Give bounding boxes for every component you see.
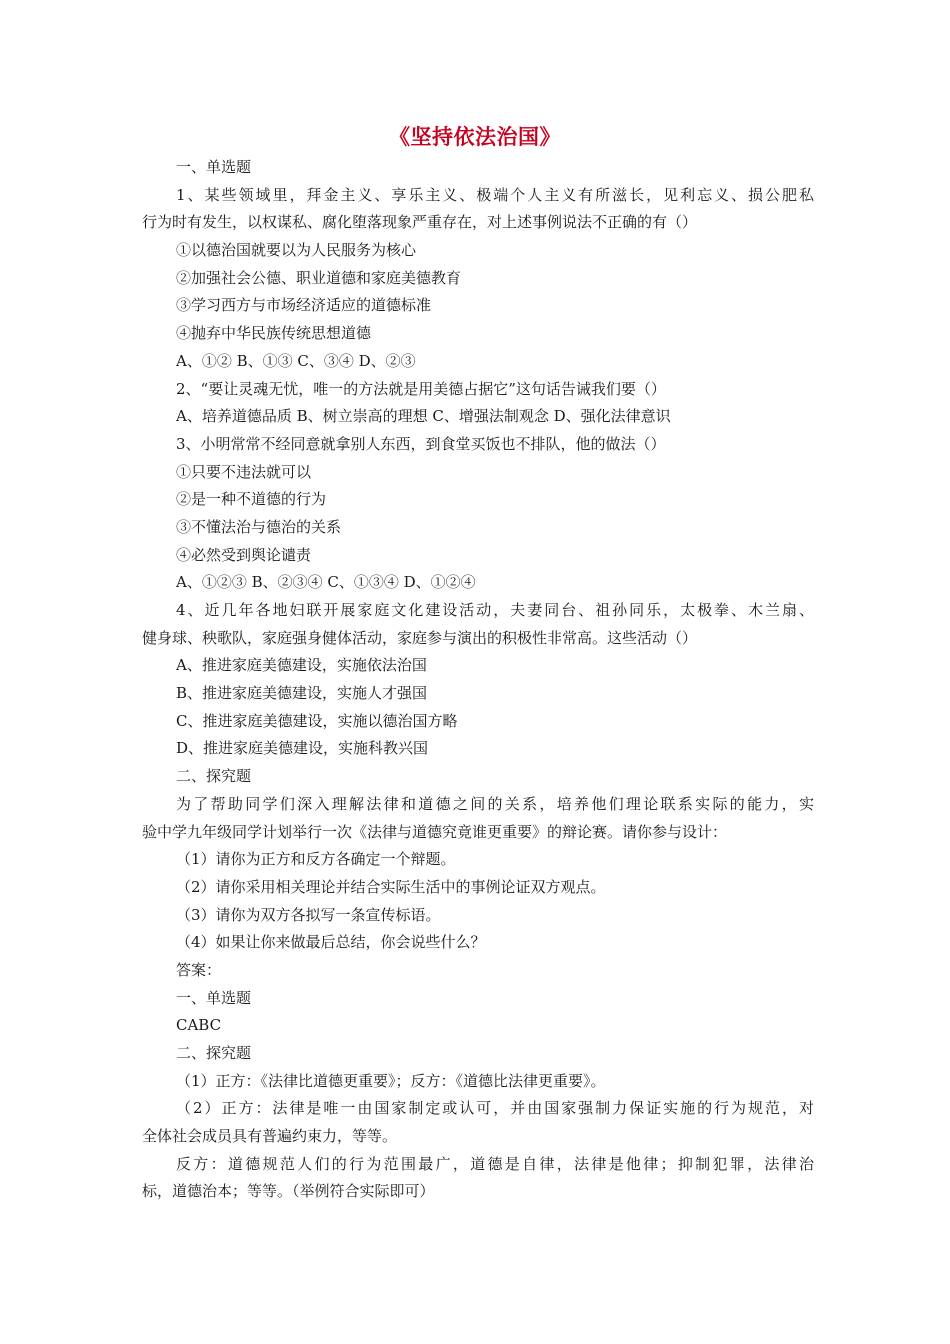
sub-question: （3）请你为双方各拟写一条宣传标语。 <box>176 905 441 924</box>
section-heading: 一、单选题 <box>176 158 252 176</box>
option-text: ③学习西方与市场经济适应的道德标准 <box>176 296 432 315</box>
option-text: ②是一种不道德的行为 <box>176 490 327 509</box>
section-heading: 一、单选题 <box>176 988 252 1007</box>
answer-text: 反方：道德规范人们的行为范围最广，道德是自律，法律是他律；抑制犯罪，法律治 <box>176 1154 814 1173</box>
section-heading: 二、探究题 <box>176 1044 252 1062</box>
option-text: ④必然受到舆论谴责 <box>176 545 312 564</box>
section-heading: 二、探究题 <box>176 767 252 786</box>
document-body <box>142 154 814 1206</box>
answer-text: （1）正方：《法律比道德更重要》；反方：《道德比法律更重要》。 <box>176 1071 606 1090</box>
option-text: ④抛弃中华民族传统思想道德 <box>176 324 372 343</box>
answer-key: CABC <box>176 1016 222 1035</box>
question-text: 行为时有发生，以权谋私、腐化堕落现象严重存在，对上述事例说法不正确的有（） <box>142 213 698 232</box>
answer-text: 全体社会成员具有普遍约束力，等等。 <box>142 1127 398 1146</box>
option-text: ③不懂法治与德治的关系 <box>176 517 342 536</box>
option-text: A、推进家庭美德建设，实施依法治国 <box>176 656 427 675</box>
answer-text: 标，道德治本；等等。（举例符合实际即可） <box>142 1182 435 1201</box>
question-text: 健身球、秧歌队，家庭强身健体活动，家庭参与演出的积极性非常高。这些活动（） <box>142 628 698 647</box>
option-text: B、推进家庭美德建设，实施人才强国 <box>176 684 428 703</box>
answer-choices: A、①②③ B、②③④ C、①③④ D、①②④ <box>176 573 476 592</box>
option-text: ①以德治国就要以为人民服务为核心 <box>176 241 417 260</box>
question-text: 3、小明常常不经同意就拿别人东西，到食堂买饭也不排队，他的做法（） <box>176 434 666 453</box>
question-text: 4、近几年各地妇联开展家庭文化建设活动，夫妻同台、祖孙同乐，太极拳、木兰扇、 <box>176 601 814 619</box>
question-text: 2、“要让灵魂无忧，唯一的方法就是用美德占据它”这句话告诫我们要（） <box>176 379 666 398</box>
sub-question: （4）如果让你来做最后总结，你会说些什么？ <box>176 933 486 952</box>
page-title: 《坚持依法治国》 <box>389 124 561 149</box>
sub-question: （1）请你为正方和反方各确定一个辩题。 <box>176 850 456 869</box>
answer-choices: A、①② B、①③ C、③④ D、②③ <box>176 351 416 370</box>
answer-text: （2）正方：法律是唯一由国家制定或认可，并由国家强制力保证实施的行为规范，对 <box>176 1099 814 1118</box>
sub-question: （2）请你采用相关理论并结合实际生活中的事例论证双方观点。 <box>176 877 606 896</box>
option-text: D、推进家庭美德建设，实施科教兴国 <box>176 739 429 758</box>
question-text: 验中学九年级同学计划举行一次《法律与道德究竟谁更重要》的辩论赛。请你参与设计： <box>142 822 728 841</box>
option-text: ②加强社会公德、职业道德和家庭美德教育 <box>176 268 462 287</box>
option-text: C、推进家庭美德建设，实施以德治国方略 <box>176 711 458 730</box>
option-text: ①只要不违法就可以 <box>176 462 312 481</box>
answer-choices: A、培养道德品质 B、树立崇高的理想 C、增强法制观念 D、强化法律意识 <box>176 407 671 426</box>
question-text: 为了帮助同学们深入理解法律和道德之间的关系，培养他们理论联系实际的能力，实 <box>176 794 814 813</box>
answer-heading: 答案： <box>176 960 222 979</box>
question-text: 1、某些领域里，拜金主义、享乐主义、极端个人主义有所滋长，见利忘义、损公肥私 <box>176 185 814 204</box>
